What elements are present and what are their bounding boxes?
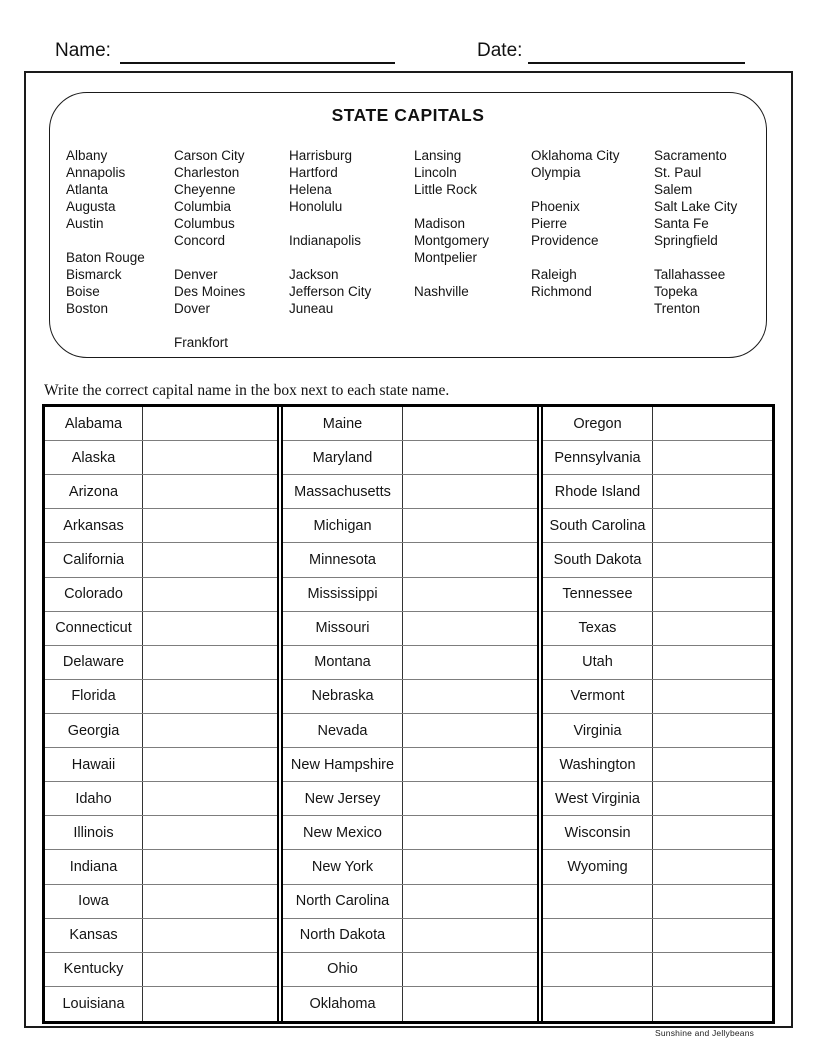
capital-answer-cell[interactable] — [143, 407, 277, 440]
capital-name: Springfield — [654, 233, 718, 248]
state-row — [283, 680, 537, 714]
state-row — [283, 953, 537, 987]
state-row — [543, 953, 772, 987]
capital-answer-cell[interactable] — [653, 441, 772, 474]
capitals-column-c-f — [174, 147, 289, 351]
states-table — [42, 404, 775, 1024]
state-name-cell: Michigan — [283, 509, 403, 542]
capital-name — [654, 334, 754, 351]
state-row — [45, 850, 277, 884]
capital-name — [66, 334, 174, 351]
capital-name — [66, 317, 174, 334]
capital-answer-cell[interactable] — [403, 850, 537, 883]
state-row — [543, 680, 772, 714]
capital-answer-cell[interactable] — [403, 509, 537, 542]
state-row — [543, 646, 772, 680]
capital-name: Providence — [531, 233, 599, 248]
state-name-cell: Missouri — [283, 612, 403, 645]
capital-answer-cell[interactable] — [653, 578, 772, 611]
state-name-cell: Wisconsin — [543, 816, 653, 849]
capital-answer-cell[interactable] — [653, 543, 772, 576]
capital-answer-cell[interactable] — [653, 850, 772, 883]
capital-answer-cell[interactable] — [653, 680, 772, 713]
state-name-cell: Colorado — [45, 578, 143, 611]
state-name-cell: Florida — [45, 680, 143, 713]
capital-name — [66, 232, 174, 249]
capital-answer-cell[interactable] — [403, 919, 537, 952]
capital-answer-cell[interactable] — [403, 816, 537, 849]
state-row — [283, 509, 537, 543]
state-row — [283, 748, 537, 782]
capital-answer-cell[interactable] — [143, 919, 277, 952]
capital-name: Little Rock — [414, 182, 478, 197]
capital-answer-cell[interactable] — [653, 919, 772, 952]
state-group-1 — [45, 407, 277, 1021]
capital-name: Lincoln — [414, 165, 457, 180]
state-name-cell: Delaware — [45, 646, 143, 679]
capital-answer-cell[interactable] — [403, 782, 537, 815]
capital-answer-cell[interactable] — [403, 441, 537, 474]
state-name-cell: Kansas — [45, 919, 143, 952]
capital-answer-cell[interactable] — [403, 612, 537, 645]
capital-name: Albany — [66, 148, 108, 163]
capitals-columns — [66, 147, 754, 351]
state-row — [543, 748, 772, 782]
state-name-cell: Pennsylvania — [543, 441, 653, 474]
capital-name — [531, 317, 654, 334]
capital-name: Topeka — [654, 284, 698, 299]
state-row — [283, 475, 537, 509]
capital-answer-cell[interactable] — [143, 714, 277, 747]
capital-answer-cell[interactable] — [143, 646, 277, 679]
capital-answer-cell[interactable] — [143, 850, 277, 883]
capital-name: Frankfort — [174, 335, 229, 350]
capital-name — [289, 249, 414, 266]
capital-name: Charleston — [174, 165, 240, 180]
state-row — [283, 646, 537, 680]
state-name-cell: Massachusetts — [283, 475, 403, 508]
state-row — [543, 509, 772, 543]
capital-answer-cell[interactable] — [143, 885, 277, 918]
state-name-cell: Kentucky — [45, 953, 143, 986]
state-group-2 — [283, 407, 537, 1021]
capital-name: Lansing — [414, 148, 462, 163]
capital-name: Baton Rouge — [66, 250, 145, 265]
state-name-cell: New Mexico — [283, 816, 403, 849]
capital-answer-cell[interactable] — [403, 748, 537, 781]
capital-name: Dover — [174, 301, 211, 316]
state-name-cell: Utah — [543, 646, 653, 679]
capital-name: Olympia — [531, 165, 581, 180]
capital-answer-cell[interactable] — [143, 578, 277, 611]
state-row — [543, 782, 772, 816]
capital-answer-cell[interactable] — [143, 987, 277, 1021]
state-name-cell: Rhode Island — [543, 475, 653, 508]
state-group-3 — [543, 407, 772, 1021]
state-name-cell: Washington — [543, 748, 653, 781]
state-row — [45, 987, 277, 1021]
capital-answer-cell[interactable] — [653, 509, 772, 542]
capital-answer-cell[interactable] — [653, 612, 772, 645]
state-name-cell: Vermont — [543, 680, 653, 713]
capital-name — [289, 215, 414, 232]
capital-name: Bismarck — [66, 267, 122, 282]
capital-name: Cheyenne — [174, 182, 236, 197]
state-name-cell: Wyoming — [543, 850, 653, 883]
state-row — [283, 987, 537, 1021]
capital-name — [414, 317, 531, 334]
capital-answer-cell[interactable] — [403, 543, 537, 576]
capital-answer-cell[interactable] — [653, 885, 772, 918]
state-row — [283, 441, 537, 475]
state-row — [543, 475, 772, 509]
capital-name: Hartford — [289, 165, 338, 180]
state-row — [283, 612, 537, 646]
capital-name: Raleigh — [531, 267, 577, 282]
state-name-cell: Minnesota — [283, 543, 403, 576]
capital-name: Santa Fe — [654, 216, 709, 231]
capital-name: Salem — [654, 182, 693, 197]
capital-name: Montgomery — [414, 233, 490, 248]
capital-answer-cell[interactable] — [653, 987, 772, 1021]
capital-name — [174, 317, 289, 334]
state-row — [45, 680, 277, 714]
capital-name: Jefferson City — [289, 284, 372, 299]
state-row — [45, 646, 277, 680]
state-name-cell: Texas — [543, 612, 653, 645]
capital-name: Nashville — [414, 284, 469, 299]
state-name-cell: Iowa — [45, 885, 143, 918]
capital-name: Carson City — [174, 148, 245, 163]
capital-answer-cell[interactable] — [403, 407, 537, 440]
capital-answer-cell[interactable] — [143, 612, 277, 645]
state-row — [45, 509, 277, 543]
state-name-cell: Alabama — [45, 407, 143, 440]
capital-name: St. Paul — [654, 165, 702, 180]
state-row — [283, 407, 537, 441]
state-row — [283, 850, 537, 884]
capitals-box — [49, 92, 767, 358]
state-row — [45, 919, 277, 953]
capital-name: Des Moines — [174, 284, 246, 299]
state-row — [283, 885, 537, 919]
name-fill-line[interactable] — [120, 62, 395, 64]
capitals-box-title: STATE CAPITALS — [331, 105, 485, 125]
capital-name: Helena — [289, 182, 332, 197]
capital-name: Austin — [66, 216, 104, 231]
capital-name: Tallahassee — [654, 267, 726, 282]
state-row — [283, 543, 537, 577]
state-name-cell: Hawaii — [45, 748, 143, 781]
capital-name — [289, 334, 414, 351]
capital-name: Indianapolis — [289, 233, 362, 248]
capital-answer-cell[interactable] — [653, 816, 772, 849]
state-row — [45, 782, 277, 816]
state-name-cell — [543, 885, 653, 918]
capital-name: Trenton — [654, 301, 701, 316]
state-row — [543, 543, 772, 577]
state-name-cell: South Carolina — [543, 509, 653, 542]
state-row — [543, 714, 772, 748]
state-name-cell — [543, 919, 653, 952]
state-row — [45, 748, 277, 782]
capital-name — [654, 317, 754, 334]
capitals-column-h-j — [289, 147, 414, 351]
capital-answer-cell[interactable] — [143, 748, 277, 781]
state-row — [45, 816, 277, 850]
capital-name: Concord — [174, 233, 226, 248]
capital-answer-cell[interactable] — [653, 953, 772, 986]
state-row — [543, 987, 772, 1021]
capital-name: Phoenix — [531, 199, 580, 214]
capital-name: Annapolis — [66, 165, 126, 180]
capital-name — [289, 317, 414, 334]
capital-answer-cell[interactable] — [403, 680, 537, 713]
state-row — [45, 953, 277, 987]
capital-name: Columbus — [174, 216, 235, 231]
state-name-cell: Virginia — [543, 714, 653, 747]
capitals-column-l-n — [414, 147, 531, 351]
state-name-cell: Alaska — [45, 441, 143, 474]
state-name-cell: Idaho — [45, 782, 143, 815]
state-name-cell: New York — [283, 850, 403, 883]
capital-answer-cell[interactable] — [143, 543, 277, 576]
capital-answer-cell[interactable] — [653, 407, 772, 440]
name-label: Name: — [55, 40, 111, 61]
capital-answer-cell[interactable] — [403, 987, 537, 1021]
state-name-cell: Oklahoma — [283, 987, 403, 1021]
state-row — [543, 407, 772, 441]
state-row — [45, 578, 277, 612]
state-name-cell: New Hampshire — [283, 748, 403, 781]
capital-name — [414, 266, 531, 283]
state-name-cell: West Virginia — [543, 782, 653, 815]
capital-name: Richmond — [531, 284, 592, 299]
capital-answer-cell[interactable] — [403, 953, 537, 986]
capital-name: Juneau — [289, 301, 334, 316]
capital-name: Montpelier — [414, 250, 478, 265]
date-label: Date: — [477, 40, 523, 61]
instruction-text: Write the correct capital name in the box next to each state name. — [44, 382, 450, 399]
state-row — [543, 441, 772, 475]
capital-name — [414, 198, 531, 215]
state-row — [283, 782, 537, 816]
state-row — [543, 850, 772, 884]
capital-answer-cell[interactable] — [143, 475, 277, 508]
state-row — [283, 919, 537, 953]
capital-name — [531, 181, 654, 198]
capital-answer-cell[interactable] — [403, 646, 537, 679]
capital-answer-cell[interactable] — [403, 885, 537, 918]
state-name-cell: North Carolina — [283, 885, 403, 918]
state-name-cell: California — [45, 543, 143, 576]
capital-answer-cell[interactable] — [143, 953, 277, 986]
capital-answer-cell[interactable] — [653, 646, 772, 679]
capital-name — [531, 249, 654, 266]
capital-name: Columbia — [174, 199, 232, 214]
capital-name: Sacramento — [654, 148, 727, 163]
state-name-cell: Montana — [283, 646, 403, 679]
capital-name: Atlanta — [66, 182, 109, 197]
capital-answer-cell[interactable] — [653, 714, 772, 747]
state-name-cell: Oregon — [543, 407, 653, 440]
state-row — [45, 885, 277, 919]
state-row — [543, 919, 772, 953]
state-name-cell: North Dakota — [283, 919, 403, 952]
capital-name: Augusta — [66, 199, 116, 214]
state-row — [45, 441, 277, 475]
state-row — [543, 885, 772, 919]
capital-answer-cell[interactable] — [403, 578, 537, 611]
capitals-column-s-t — [654, 147, 754, 351]
state-row — [45, 407, 277, 441]
capital-name: Madison — [414, 216, 466, 231]
state-name-cell: Arkansas — [45, 509, 143, 542]
capital-answer-cell[interactable] — [143, 509, 277, 542]
capital-answer-cell[interactable] — [143, 782, 277, 815]
capital-name: Pierre — [531, 216, 568, 231]
state-name-cell: Indiana — [45, 850, 143, 883]
capital-name: Salt Lake City — [654, 199, 738, 214]
state-name-cell: Louisiana — [45, 987, 143, 1021]
capital-name: Boise — [66, 284, 100, 299]
state-name-cell: Connecticut — [45, 612, 143, 645]
capital-name — [531, 300, 654, 317]
capital-answer-cell[interactable] — [403, 475, 537, 508]
capital-name — [174, 249, 289, 266]
state-row — [543, 612, 772, 646]
capitals-column-a-b — [66, 147, 174, 351]
state-row — [45, 612, 277, 646]
capital-answer-cell[interactable] — [143, 816, 277, 849]
state-row — [45, 543, 277, 577]
state-row — [283, 578, 537, 612]
state-row — [543, 578, 772, 612]
capital-answer-cell[interactable] — [143, 680, 277, 713]
state-row — [283, 714, 537, 748]
capital-answer-cell[interactable] — [143, 441, 277, 474]
state-name-cell: Georgia — [45, 714, 143, 747]
state-name-cell: Nebraska — [283, 680, 403, 713]
capital-name: Harrisburg — [289, 148, 353, 163]
capital-answer-cell[interactable] — [403, 714, 537, 747]
capital-name — [414, 300, 531, 317]
capital-name: Boston — [66, 301, 109, 316]
capital-name — [654, 249, 754, 266]
date-fill-line[interactable] — [528, 62, 745, 64]
state-name-cell — [543, 987, 653, 1021]
state-row — [45, 475, 277, 509]
state-name-cell: Maine — [283, 407, 403, 440]
capital-name — [531, 334, 654, 351]
state-name-cell: Mississippi — [283, 578, 403, 611]
state-name-cell: Arizona — [45, 475, 143, 508]
state-name-cell: New Jersey — [283, 782, 403, 815]
state-name-cell: Ohio — [283, 953, 403, 986]
capital-answer-cell[interactable] — [653, 475, 772, 508]
state-row — [543, 816, 772, 850]
state-name-cell: Tennessee — [543, 578, 653, 611]
state-name-cell: Illinois — [45, 816, 143, 849]
capital-name — [414, 334, 531, 351]
footer-credit: Sunshine and Jellybeans — [655, 1028, 755, 1038]
state-name-cell — [543, 953, 653, 986]
capital-name: Denver — [174, 267, 218, 282]
capital-name: Jackson — [289, 267, 339, 282]
state-name-cell: Maryland — [283, 441, 403, 474]
state-row — [283, 816, 537, 850]
capital-answer-cell[interactable] — [653, 782, 772, 815]
capital-answer-cell[interactable] — [653, 748, 772, 781]
state-name-cell: Nevada — [283, 714, 403, 747]
capital-name: Oklahoma City — [531, 148, 620, 163]
state-name-cell: South Dakota — [543, 543, 653, 576]
capitals-column-o-r — [531, 147, 654, 351]
state-row — [45, 714, 277, 748]
capital-name: Honolulu — [289, 199, 343, 214]
